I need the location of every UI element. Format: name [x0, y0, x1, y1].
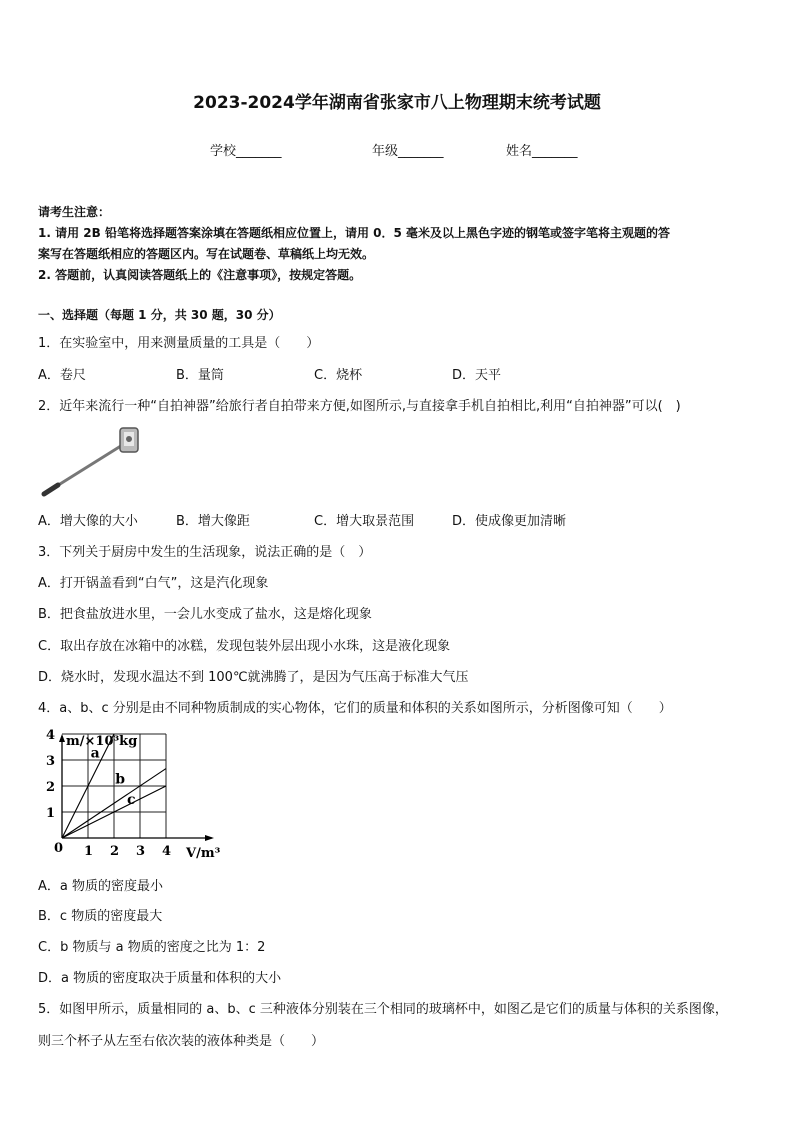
q3-option-a: A．打开锅盖看到“白气”，这是汽化现象 — [38, 576, 269, 591]
q2-stem: 2．近年来流行一种“自拍神器”给旅行者自拍带来方便,如图所示,与直接拿手机自拍相比,利用“自拍神器”可以( ) — [38, 399, 681, 414]
q3-option-b: B．把食盐放进水里，一会儿水变成了盐水，这是熔化现象 — [38, 607, 372, 622]
school-field: 学校_______ — [210, 144, 282, 159]
grade-field: 年级_______ — [372, 144, 444, 159]
page-title: 2023-2024学年湖南省张家市八上物理期末统考试题 — [193, 93, 601, 113]
q4-stem: 4．a、b、c 分别是由不同种物质制成的实心物体，它们的质量和体积的关系如图所示，分析图像可知（ ） — [38, 701, 672, 716]
selfie-stick-image — [36, 422, 146, 500]
y-axis-arrow — [59, 734, 65, 742]
y-tick-label: 2 — [46, 780, 56, 795]
q4-option-c: C．b 物质与 a 物质的密度之比为 1：2 — [38, 940, 266, 955]
q5-stem-line-1: 5．如图甲所示，质量相同的 a、b、c 三种液体分别装在三个相同的玻璃杯中，如图乙是它们的质量与体积的关系图像， — [38, 1002, 728, 1017]
x-tick-label: 2 — [110, 844, 120, 859]
q1-option-c: C．烧杯 — [314, 368, 363, 383]
x-axis-arrow — [205, 835, 214, 841]
section-heading: 一、选择题（每题 1 分，共 30 题，30 分） — [38, 308, 281, 322]
q1-option-a: A．卷尺 — [38, 368, 86, 383]
q3-stem: 3．下列关于厨房中发生的生活现象，说法正确的是（ ） — [38, 545, 372, 560]
q3-option-d: D．烧水时，发现水温达不到 100℃就沸腾了，是因为气压高于标准大气压 — [38, 670, 469, 685]
x-axis-label: V/m³ — [186, 846, 221, 860]
origin-label: 0 — [54, 841, 64, 856]
y-tick-label: 1 — [46, 806, 56, 821]
series-label-a: a — [90, 745, 100, 762]
notice-line-3: 2. 答题前，认真阅读答题纸上的《注意事项》，按规定答题。 — [38, 268, 362, 282]
notice-heading: 请考生注意： — [38, 205, 111, 219]
q2-option-d: D．使成像更加清晰 — [452, 514, 567, 529]
series-label-b: b — [115, 771, 126, 788]
x-tick-label: 1 — [84, 844, 94, 859]
notice-line-1: 1. 请用 2B 铅笔将选择题答案涂填在答题纸相应位置上，请用 0．5 毫米及以上黑色字迹的钢笔或签字笔将主观题的答 — [38, 226, 670, 240]
q1-option-b: B．量筒 — [176, 368, 224, 383]
mass-volume-chart — [40, 728, 240, 860]
q4-option-d: D．a 物质的密度取决于质量和体积的大小 — [38, 971, 282, 986]
x-tick-label: 3 — [136, 844, 146, 859]
q1-option-d: D．天平 — [452, 368, 502, 383]
x-tick-label: 4 — [162, 844, 172, 859]
q3-option-c: C．取出存放在冰箱中的冰糕，发现包装外层出现小水珠，这是液化现象 — [38, 639, 451, 654]
y-axis-label: m/×10³kg — [66, 734, 138, 749]
name-field: 姓名_______ — [506, 144, 578, 159]
notice-line-2: 案写在答题纸相应的答题区内。写在试题卷、草稿纸上均无效。 — [38, 247, 375, 261]
q2-option-a: A．增大像的大小 — [38, 514, 138, 529]
y-tick-label: 3 — [46, 754, 56, 769]
q4-option-a: A．a 物质的密度最小 — [38, 879, 163, 894]
q4-option-b: B．c 物质的密度最大 — [38, 909, 163, 924]
series-label-c: c — [127, 792, 136, 809]
q2-option-b: B．增大像距 — [176, 514, 250, 529]
q1-stem: 1．在实验室中，用来测量质量的工具是（ ） — [38, 336, 320, 351]
q5-stem-line-2: 则三个杯子从左至右依次装的液体种类是（ ） — [38, 1034, 325, 1049]
q2-option-c: C．增大取景范围 — [314, 514, 415, 529]
y-tick-label: 4 — [46, 728, 56, 743]
